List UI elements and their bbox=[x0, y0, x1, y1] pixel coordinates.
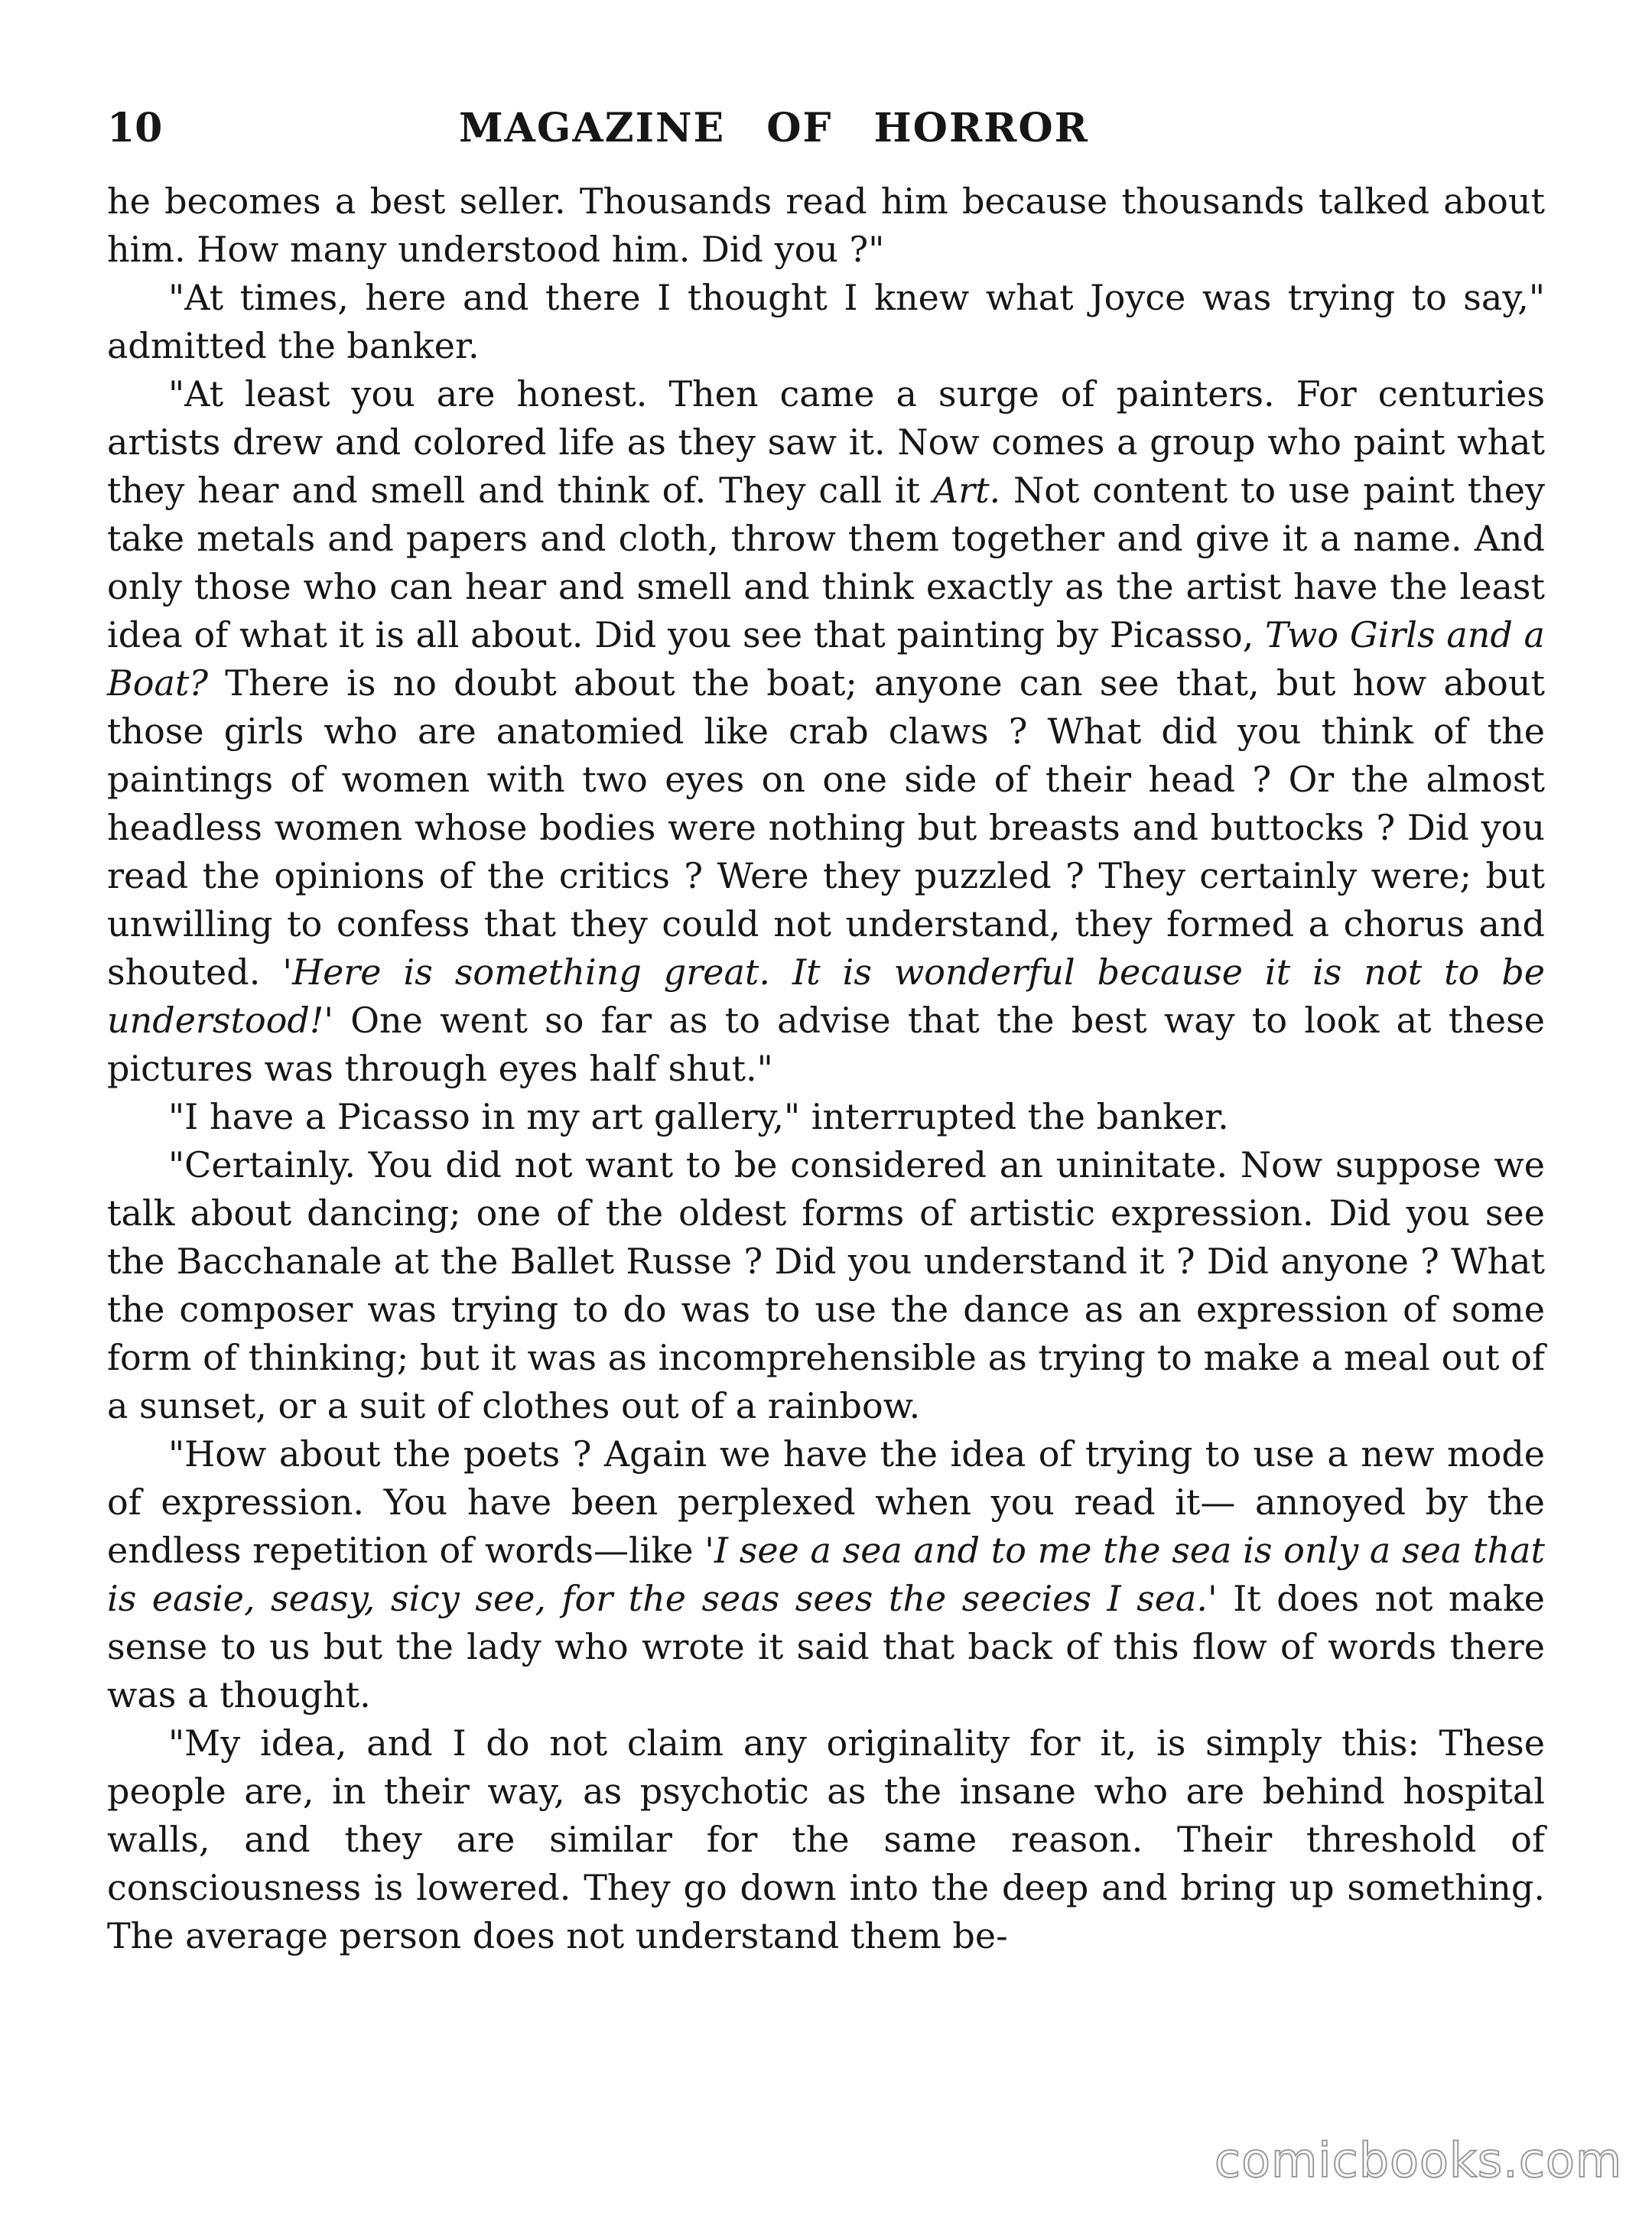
text-run: "At least you are honest. Then came a surge of painters. For centuries artists drew and colored life as they saw it. Now comes a group who paint what they hear and smell and think of. They call it bbox=[107, 373, 1545, 511]
text-run: "My idea, and I do not claim any originality for it, is simply this: These people are, in their way, as psychotic as the insane who are behind hospital walls, and they are similar for the same reason. Their threshold of consciousness is lowered. They go down into the deep and bring up something. The average person does not understand them be- bbox=[107, 1722, 1545, 1956]
text-run: One went so far as to advise that the best way to look at these pictures was through eyes half shut." bbox=[107, 1000, 1545, 1089]
paragraph-5 bbox=[107, 1141, 1545, 1430]
text-run: Not content to use paint they take metals and papers and cloth, throw them together and give it a name. And only those who can hear and smell and think exactly as the artist have the least idea of what it is all about. Did you see that painting by Picasso, bbox=[107, 470, 1545, 655]
text-run: "At times, here and there I thought I knew what Joyce was trying to say," admitted the banker. bbox=[107, 277, 1545, 366]
paragraph-3 bbox=[107, 370, 1545, 1093]
italic-text-run: Two Girls and a Boat? bbox=[107, 614, 1545, 704]
page-number: 10 bbox=[107, 105, 163, 151]
paragraph-1 bbox=[107, 177, 1545, 274]
page-header bbox=[107, 106, 1553, 159]
text-run: "How about the poets ? Again we have the idea of trying to use a new mode of expression. You have been perplexed when you read it— annoyed by the endless repetition of words—like bbox=[107, 1433, 1545, 1571]
italic-text-run: 'I see a sea and to me the sea is only a sea that is easie, seasy, sicy see, for the seas sees the seecies I sea.' bbox=[107, 1530, 1545, 1619]
italic-text-run: Art. bbox=[932, 470, 1001, 511]
paragraph-4 bbox=[107, 1093, 1545, 1141]
paragraph-7 bbox=[107, 1719, 1545, 1960]
italic-text-run: 'Here is something great. It is wonderful because it is not to be understood!' bbox=[107, 951, 1545, 1041]
text-run: It does not make sense to us but the lady who wrote it said that back of this flow of words there was a thought. bbox=[107, 1578, 1546, 1716]
watermark-logo: comicbooks.com bbox=[1215, 2132, 1623, 2188]
story-body bbox=[107, 177, 1545, 1960]
text-run: "Certainly. You did not want to be considered an uninitate. Now suppose we talk about dancing; one of the oldest forms of artistic expression. Did you see the Bacchanale at the Ballet Russe ? Did you understand it ? Did anyone ? What the composer was trying to do was to use the dance as an expression of some form of thinking; but it was as incomprehensible as trying to make a meal out of a sunset, or a suit of clothes out of a rainbow. bbox=[107, 1144, 1545, 1426]
text-run: "I have a Picasso in my art gallery," interrupted the banker. bbox=[168, 1096, 1229, 1137]
text-run: There is no doubt about the boat; anyone can see that, but how about those girls who are anatomied like crab claws ? What did you think of the paintings of women with two eyes on one side of their head ? Or the almost headless women whose bodies were nothing but breasts and buttocks ? Did you read the opinions of the critics ? Were they puzzled ? They certainly were; but unwilling to confess that they could not understand, they formed a chorus and shouted. bbox=[107, 662, 1545, 993]
text-run: he becomes a best seller. Thousands read him because thousands talked about him. How many understood him. Did you ?" bbox=[107, 180, 1545, 270]
paragraph-2 bbox=[107, 274, 1545, 370]
paragraph-6 bbox=[107, 1430, 1545, 1719]
running-title: MAGAZINE OF HORROR bbox=[459, 105, 1089, 151]
